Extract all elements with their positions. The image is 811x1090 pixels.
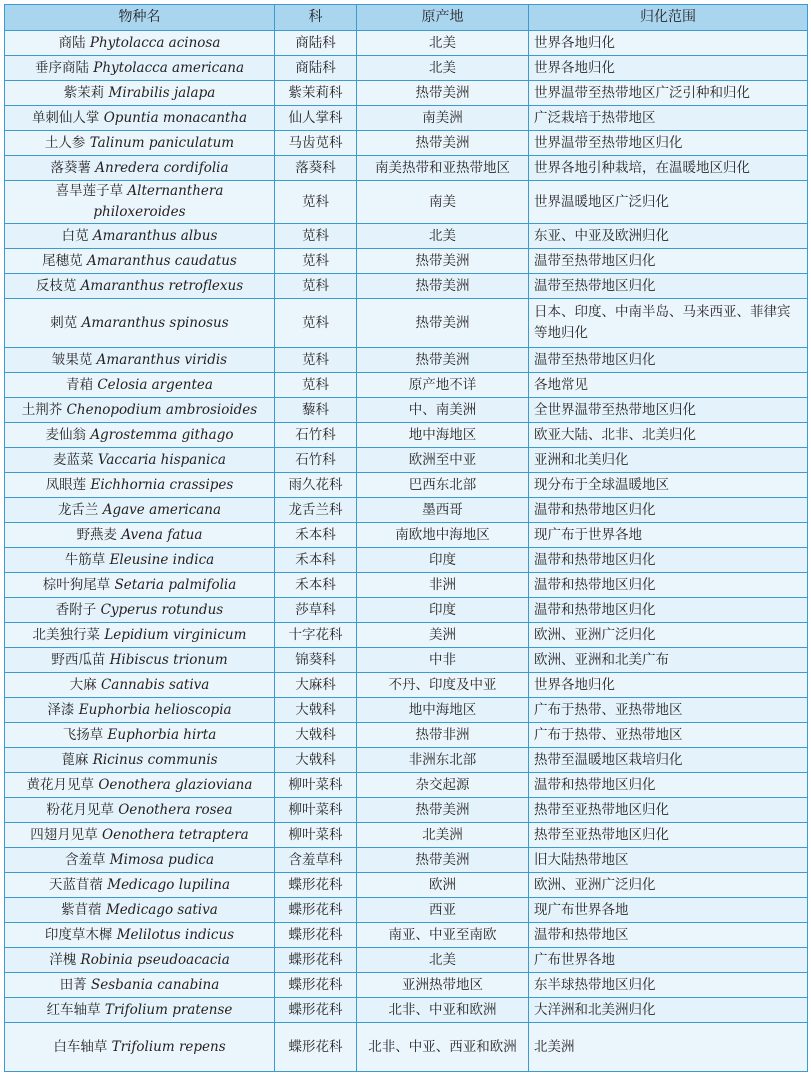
species-chinese-name: 土人参 [44, 134, 86, 151]
species-name-cell [5, 923, 275, 948]
species-chinese-name: 喜旱莲子草 [55, 183, 124, 199]
species-latin-name: Melilotus indicus [116, 926, 235, 943]
species-name-cell [5, 448, 275, 473]
family-cell: 禾本科 [275, 573, 357, 598]
family-cell: 含羞草科 [275, 848, 357, 873]
origin-cell: 热带非洲 [357, 723, 529, 748]
family-cell: 柳叶菜科 [275, 773, 357, 798]
origin-cell: 南美洲 [357, 106, 529, 131]
table-row [5, 156, 808, 181]
family-cell: 蝶形花科 [275, 998, 357, 1023]
naturalized-range-cell: 现分布于全球温暖地区 [529, 473, 808, 498]
family-cell: 商陆科 [275, 56, 357, 81]
species-chinese-name: 白苋 [61, 227, 89, 244]
species-latin-name: Phytolacca americana [93, 59, 245, 76]
species-latin-name: Cyperus rotundus [100, 601, 224, 618]
species-name-cell [5, 823, 275, 848]
species-latin-name: Talinum paniculatum [89, 134, 235, 151]
family-cell: 苋科 [275, 348, 357, 373]
family-cell: 莎草科 [275, 598, 357, 623]
origin-cell: 亚洲热带地区 [357, 973, 529, 998]
naturalized-range-cell: 广布于热带、亚热带地区 [529, 723, 808, 748]
table-row [5, 673, 808, 698]
species-name-cell [5, 848, 275, 873]
origin-cell: 原产地不详 [357, 373, 529, 398]
family-cell: 龙舌兰科 [275, 498, 357, 523]
species-chinese-name: 黄花月见草 [26, 776, 95, 793]
origin-cell: 杂交起源 [357, 773, 529, 798]
table-row [5, 299, 808, 348]
species-chinese-name: 印度草木樨 [44, 926, 113, 943]
table-row [5, 31, 808, 56]
species-chinese-name: 洋槐 [49, 951, 77, 968]
family-cell: 雨久花科 [275, 473, 357, 498]
species-name-cell [5, 31, 275, 56]
species-chinese-name: 野西瓜苗 [51, 651, 106, 668]
species-name-cell [5, 398, 275, 423]
species-name-cell [5, 131, 275, 156]
origin-cell: 热带美洲 [357, 249, 529, 274]
family-cell: 锦葵科 [275, 648, 357, 673]
species-latin-name: Mimosa pudica [109, 851, 215, 868]
species-name-cell [5, 598, 275, 623]
origin-cell: 非洲东北部 [357, 748, 529, 773]
species-latin-name: Opuntia monacantha [103, 109, 248, 126]
species-latin-name: Agave americana [102, 501, 222, 518]
species-name-cell [5, 873, 275, 898]
species-latin-name: Mirabilis jalapa [108, 84, 216, 101]
species-name-cell [5, 373, 275, 398]
species-chinese-name: 牛筋草 [64, 551, 106, 568]
table-row [5, 1023, 808, 1072]
origin-cell: 热带美洲 [357, 798, 529, 823]
species-chinese-name: 商陆 [58, 34, 86, 51]
family-cell: 落葵科 [275, 156, 357, 181]
naturalized-range-cell: 温带和热带地区 [529, 923, 808, 948]
origin-cell: 南亚、中亚至南欧 [357, 923, 529, 948]
family-cell: 石竹科 [275, 423, 357, 448]
species-latin-name: Agrostemma githago [90, 426, 234, 443]
family-cell: 蝶形花科 [275, 1023, 357, 1072]
origin-cell: 中、南美洲 [357, 398, 529, 423]
species-chinese-name: 粉花月见草 [46, 801, 114, 818]
table-row [5, 898, 808, 923]
origin-cell: 巴西东北部 [357, 473, 529, 498]
table-row [5, 798, 808, 823]
species-name-cell [5, 998, 275, 1023]
table-row [5, 224, 808, 249]
table-row [5, 773, 808, 798]
table-row [5, 748, 808, 773]
family-cell: 大麻科 [275, 673, 357, 698]
origin-cell: 北美 [357, 948, 529, 973]
table-row [5, 948, 808, 973]
family-cell: 仙人掌科 [275, 106, 357, 131]
species-chinese-name: 青葙 [66, 376, 94, 393]
naturalized-range-cell: 热带至亚热带地区归化 [529, 823, 808, 848]
origin-cell: 热带美洲 [357, 274, 529, 299]
species-latin-name: Oenothera tetraptera [102, 826, 249, 843]
naturalized-range-cell: 世界各地归化 [529, 31, 808, 56]
table-row [5, 998, 808, 1023]
family-cell: 禾本科 [275, 548, 357, 573]
species-latin-name: Trifolium repens [111, 1038, 226, 1055]
species-name-cell [5, 773, 275, 798]
naturalized-range-cell: 东半球热带地区归化 [529, 973, 808, 998]
species-chinese-name: 北美独行菜 [32, 626, 101, 643]
naturalized-range-cell: 东亚、中亚及欧洲归化 [529, 224, 808, 249]
species-name-cell [5, 423, 275, 448]
table-row [5, 823, 808, 848]
species-name-cell [5, 106, 275, 131]
naturalized-range-cell: 广布世界各地 [529, 948, 808, 973]
species-latin-name: Robinia pseudoacacia [80, 951, 230, 968]
species-name-cell [5, 673, 275, 698]
table-row [5, 373, 808, 398]
species-name-cell [5, 156, 275, 181]
origin-cell: 北美洲 [357, 823, 529, 848]
table-row [5, 448, 808, 473]
naturalized-range-cell: 欧洲、亚洲广泛归化 [529, 623, 808, 648]
species-latin-name: Euphorbia helioscopia [78, 701, 232, 718]
species-latin-name: Ricinus communis [92, 751, 218, 768]
origin-cell: 印度 [357, 548, 529, 573]
naturalized-range-cell: 世界各地归化 [529, 56, 808, 81]
species-latin-name: Amaranthus albus [92, 227, 218, 244]
naturalized-range-cell: 热带至亚热带地区归化 [529, 798, 808, 823]
species-chinese-name: 田菁 [59, 976, 87, 993]
origin-cell: 北美 [357, 31, 529, 56]
species-latin-name: Alternanthera philoxeroides [93, 183, 224, 220]
naturalized-range-cell: 欧洲、亚洲和北美广布 [529, 648, 808, 673]
species-name-cell [5, 348, 275, 373]
species-chinese-name: 四翅月见草 [30, 826, 98, 843]
table-row [5, 423, 808, 448]
species-latin-name: Oenothera glazioviana [98, 776, 253, 793]
naturalized-range-cell: 广布于热带、亚热带地区 [529, 698, 808, 723]
species-name-cell [5, 224, 275, 249]
origin-cell: 热带美洲 [357, 81, 529, 106]
species-chinese-name: 天蓝苜蓿 [48, 876, 103, 893]
species-chinese-name: 大麻 [69, 676, 97, 693]
origin-cell: 南欧地中海地区 [357, 523, 529, 548]
species-latin-name: Trifolium pratense [104, 1001, 233, 1018]
species-chinese-name: 皱果苋 [51, 351, 93, 368]
species-chinese-name: 野燕麦 [76, 526, 118, 543]
species-chinese-name: 垂序商陆 [34, 59, 89, 76]
family-cell: 苋科 [275, 181, 357, 224]
species-chinese-name: 泽漆 [47, 701, 75, 718]
naturalized-range-cell: 大洋洲和北美洲归化 [529, 998, 808, 1023]
origin-cell: 欧洲至中亚 [357, 448, 529, 473]
species-name-cell [5, 299, 275, 348]
species-latin-name: Chenopodium ambrosioides [66, 401, 258, 418]
species-latin-name: Eleusine indica [109, 551, 215, 568]
naturalized-range-cell: 北美洲 [529, 1023, 808, 1072]
header-origin: 原产地 [357, 5, 529, 31]
table-row [5, 698, 808, 723]
species-name-cell [5, 748, 275, 773]
table-row [5, 348, 808, 373]
species-chinese-name: 麦仙翁 [45, 426, 87, 443]
species-chinese-name: 蓖麻 [61, 751, 89, 768]
table-row [5, 81, 808, 106]
species-chinese-name: 含羞草 [64, 851, 106, 868]
table-row [5, 106, 808, 131]
table-row [5, 274, 808, 299]
species-name-cell [5, 1023, 275, 1072]
naturalized-range-cell: 温带和热带地区归化 [529, 498, 808, 523]
table-row [5, 498, 808, 523]
table-row [5, 623, 808, 648]
family-cell: 石竹科 [275, 448, 357, 473]
species-latin-name: Anredera cordifolia [95, 159, 229, 176]
table-row [5, 723, 808, 748]
naturalized-range-cell: 各地常见 [529, 373, 808, 398]
origin-cell: 中非 [357, 648, 529, 673]
table-row [5, 56, 808, 81]
origin-cell: 欧洲 [357, 873, 529, 898]
table-row [5, 398, 808, 423]
origin-cell: 北非、中亚和欧洲 [357, 998, 529, 1023]
naturalized-range-cell: 世界温带至热带地区广泛引种和归化 [529, 81, 808, 106]
species-latin-name: Celosia argentea [97, 376, 213, 393]
naturalized-range-cell: 现广布世界各地 [529, 898, 808, 923]
species-name-cell [5, 274, 275, 299]
family-cell: 大戟科 [275, 748, 357, 773]
naturalized-range-cell: 全世界温带至热带地区归化 [529, 398, 808, 423]
species-name-cell [5, 498, 275, 523]
family-cell: 蝶形花科 [275, 873, 357, 898]
species-chinese-name: 土荆芥 [21, 401, 63, 418]
species-name-cell [5, 56, 275, 81]
table-row [5, 131, 808, 156]
family-cell: 蝶形花科 [275, 973, 357, 998]
species-chinese-name: 白车轴草 [53, 1038, 108, 1055]
origin-cell: 西亚 [357, 898, 529, 923]
species-name-cell [5, 698, 275, 723]
naturalized-range-cell: 旧大陆热带地区 [529, 848, 808, 873]
species-name-cell [5, 798, 275, 823]
species-latin-name: Eichhornia crassipes [90, 476, 234, 493]
family-cell: 柳叶菜科 [275, 823, 357, 848]
family-cell: 藜科 [275, 398, 357, 423]
family-cell: 十字花科 [275, 623, 357, 648]
species-name-cell [5, 249, 275, 274]
species-latin-name: Medicago lupilina [107, 876, 231, 893]
header-naturalized-range: 归化范围 [529, 5, 808, 31]
origin-cell: 热带美洲 [357, 848, 529, 873]
table-row [5, 573, 808, 598]
species-name-cell [5, 81, 275, 106]
naturalized-range-cell: 世界各地归化 [529, 673, 808, 698]
species-latin-name: Setaria palmifolia [114, 576, 237, 593]
table-row [5, 973, 808, 998]
naturalized-range-cell: 温带和热带地区归化 [529, 773, 808, 798]
family-cell: 大戟科 [275, 723, 357, 748]
family-cell: 苋科 [275, 249, 357, 274]
species-chinese-name: 紫茉莉 [63, 84, 105, 101]
family-cell: 苋科 [275, 224, 357, 249]
species-chinese-name: 刺苋 [50, 314, 78, 331]
naturalized-range-cell: 日本、印度、中南半岛、马来西亚、菲律宾等地归化 [529, 299, 808, 348]
species-latin-name: Medicago sativa [105, 901, 218, 918]
header-row [5, 5, 808, 31]
species-name-cell [5, 973, 275, 998]
species-chinese-name: 单刺仙人掌 [31, 109, 100, 126]
naturalized-range-cell: 亚洲和北美归化 [529, 448, 808, 473]
family-cell: 柳叶菜科 [275, 798, 357, 823]
species-name-cell [5, 523, 275, 548]
naturalized-range-cell: 热带至温暖地区栽培归化 [529, 748, 808, 773]
table-row [5, 249, 808, 274]
species-latin-name: Amaranthus viridis [96, 351, 228, 368]
species-chinese-name: 麦蓝菜 [53, 451, 94, 468]
naturalized-range-cell: 温带至热带地区归化 [529, 249, 808, 274]
species-latin-name: Vaccaria hispanica [97, 451, 226, 468]
header-species-name: 物种名 [5, 5, 275, 31]
origin-cell: 非洲 [357, 573, 529, 598]
species-chinese-name: 棕叶狗尾草 [42, 576, 111, 593]
species-latin-name: Phytolacca acinosa [89, 34, 221, 51]
species-name-cell [5, 573, 275, 598]
naturalized-range-cell: 世界温暖地区广泛归化 [529, 181, 808, 224]
header-family: 科 [275, 5, 357, 31]
naturalized-range-cell: 温带和热带地区归化 [529, 598, 808, 623]
species-latin-name: Hibiscus trionum [109, 651, 228, 668]
species-name-cell [5, 623, 275, 648]
species-latin-name: Amaranthus caudatus [86, 252, 237, 269]
table-body [5, 31, 808, 1072]
species-chinese-name: 紫苜蓿 [61, 901, 102, 918]
origin-cell: 地中海地区 [357, 698, 529, 723]
species-latin-name: Amaranthus retroflexus [80, 277, 244, 294]
table-row [5, 181, 808, 224]
origin-cell: 北美 [357, 224, 529, 249]
table-row [5, 548, 808, 573]
table-row [5, 523, 808, 548]
table-row [5, 648, 808, 673]
origin-cell: 南美 [357, 181, 529, 224]
family-cell: 蝶形花科 [275, 948, 357, 973]
family-cell: 商陆科 [275, 31, 357, 56]
species-latin-name: Euphorbia hirta [107, 726, 217, 743]
naturalized-range-cell: 世界温带至热带地区归化 [529, 131, 808, 156]
family-cell: 苋科 [275, 299, 357, 348]
family-cell: 大戟科 [275, 698, 357, 723]
table-row [5, 473, 808, 498]
origin-cell: 热带美洲 [357, 348, 529, 373]
table-row [5, 848, 808, 873]
species-chinese-name: 红车轴草 [46, 1001, 101, 1018]
table-row [5, 873, 808, 898]
naturalized-range-cell: 温带至热带地区归化 [529, 348, 808, 373]
table-row [5, 598, 808, 623]
table-row [5, 923, 808, 948]
naturalized-range-cell: 现广布于世界各地 [529, 523, 808, 548]
origin-cell: 热带美洲 [357, 299, 529, 348]
species-latin-name: Sesbania canabina [91, 976, 220, 993]
species-table [4, 4, 808, 1072]
species-latin-name: Lepidium virginicum [104, 626, 247, 643]
species-name-cell [5, 548, 275, 573]
naturalized-range-cell: 世界各地引种栽培，在温暖地区归化 [529, 156, 808, 181]
naturalized-range-cell: 温带和热带地区归化 [529, 573, 808, 598]
species-name-cell [5, 181, 275, 224]
species-chinese-name: 香附子 [55, 601, 97, 618]
family-cell: 苋科 [275, 373, 357, 398]
origin-cell: 北非、中亚、西亚和欧洲 [357, 1023, 529, 1072]
origin-cell: 不丹、印度及中亚 [357, 673, 529, 698]
family-cell: 马齿苋科 [275, 131, 357, 156]
species-chinese-name: 反枝苋 [35, 277, 77, 294]
family-cell: 蝶形花科 [275, 923, 357, 948]
species-name-cell [5, 898, 275, 923]
family-cell: 蝶形花科 [275, 898, 357, 923]
naturalized-range-cell: 欧洲、亚洲广泛归化 [529, 873, 808, 898]
species-latin-name: Oenothera rosea [118, 801, 233, 818]
naturalized-range-cell: 温带和热带地区归化 [529, 548, 808, 573]
species-latin-name: Cannabis sativa [100, 676, 210, 693]
family-cell: 禾本科 [275, 523, 357, 548]
species-latin-name: Avena fatua [121, 526, 203, 543]
species-chinese-name: 飞扬草 [62, 726, 104, 743]
origin-cell: 热带美洲 [357, 131, 529, 156]
species-name-cell [5, 473, 275, 498]
species-name-cell [5, 648, 275, 673]
species-name-cell [5, 723, 275, 748]
species-chinese-name: 龙舌兰 [57, 501, 99, 518]
family-cell: 苋科 [275, 274, 357, 299]
origin-cell: 北美 [357, 56, 529, 81]
species-latin-name: Amaranthus spinosus [81, 314, 229, 331]
species-chinese-name: 尾穗苋 [42, 252, 83, 269]
naturalized-range-cell: 广泛栽培于热带地区 [529, 106, 808, 131]
origin-cell: 印度 [357, 598, 529, 623]
species-chinese-name: 落葵薯 [50, 159, 91, 176]
naturalized-range-cell: 温带至热带地区归化 [529, 274, 808, 299]
species-chinese-name: 凤眼莲 [45, 476, 87, 493]
naturalized-range-cell: 欧亚大陆、北非、北美归化 [529, 423, 808, 448]
species-name-cell [5, 948, 275, 973]
origin-cell: 地中海地区 [357, 423, 529, 448]
family-cell: 紫茉莉科 [275, 81, 357, 106]
origin-cell: 南美热带和亚热带地区 [357, 156, 529, 181]
origin-cell: 美洲 [357, 623, 529, 648]
table-header [5, 5, 808, 31]
origin-cell: 墨西哥 [357, 498, 529, 523]
